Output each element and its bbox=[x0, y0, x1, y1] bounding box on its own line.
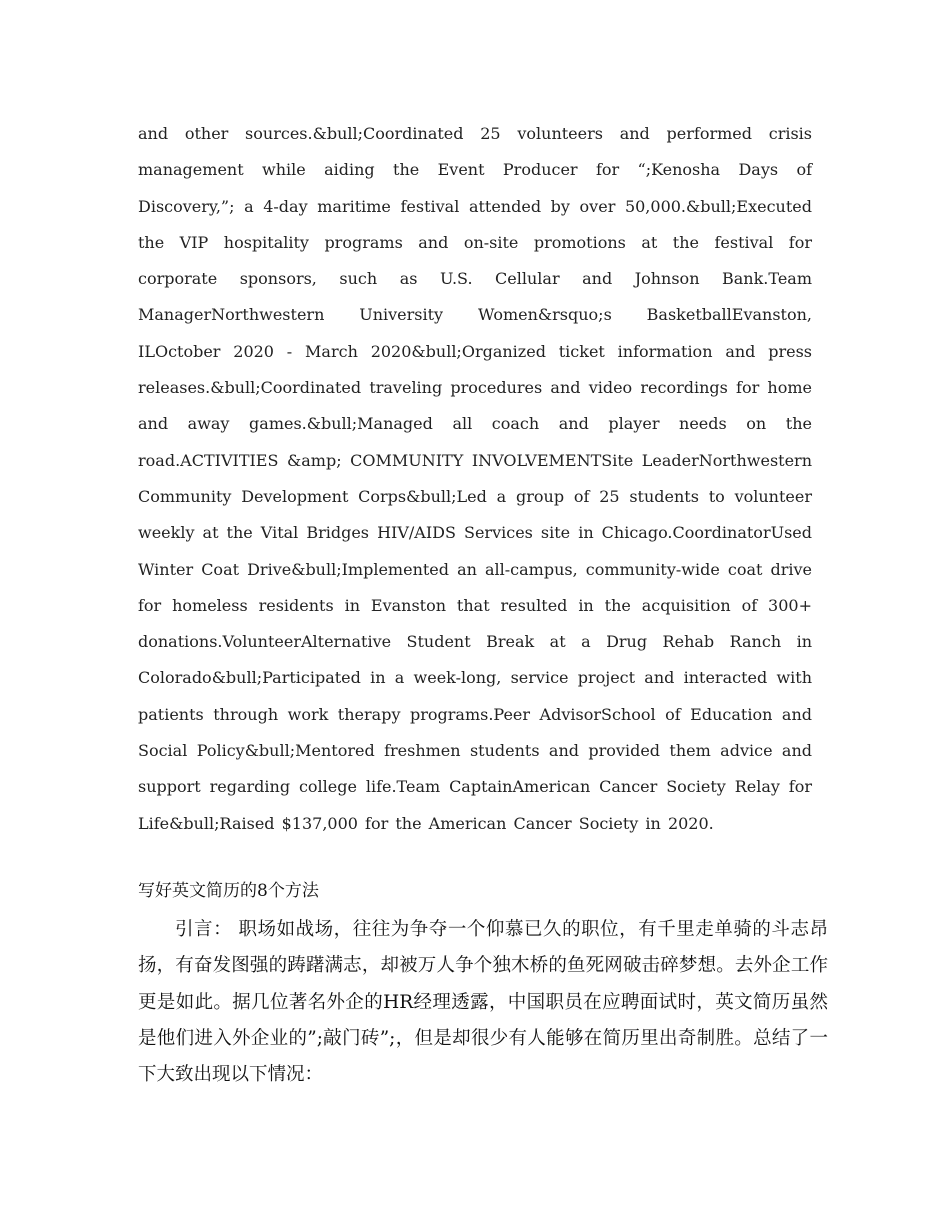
intro-paragraph: 引言： 职场如战场，往往为争夺一个仰慕已久的职位，有千里走单骑的斗志昂扬，有奋发图强的踌躇满志，却被万人争个独木桥的鱼死网破击碎梦想。去外企工作更是如此。据几位著名外企的HR经理透露，中国职员在应聘面试时，英文简历虽然是他们进入外企业的”;敲门砖”;，但是却很少有人能够在简历里出奇制胜。总结了一下大致出现以下情况： bbox=[138, 919, 828, 1086]
section-heading: 写好英文简历的8个方法 bbox=[138, 881, 319, 901]
resume-body-text: and other sources.&bull;Coordinated 25 volunteers and performed crisis management while aiding the Event Producer for “;Kenosha Days of Discovery,”; a 4-day maritime festival attended by over 50,000.&bull;Executed the VIP hospitality programs and on-site promotions at the festival for corporate sponsors, such as U.S. Cellular and Johnson Bank.Team ManagerNorthwestern University Women&rsquo;s BasketballEvanston, ILOctober 2020 - March 2020&bull;Organized ticket information and press releases.&bull;Coordinated traveling procedures and video recordings for home and away games.&bull;Managed all coach and player needs on the road.ACTIVITIES &amp; COMMUNITY INVOLVEMENTSite LeaderNorthwestern Community Development Corps&bull;Led a group of 25 students to volunteer weekly at the Vital Bridges HIV/AIDS Services site in Chicago.CoordinatorUsed Winter Coat Drive&bull;Implemented an all-campus, community-wide coat drive for homeless residents in Evanston that resulted in the acquisition of 300+ donations.VolunteerAlternative Student Break at a Drug Rehab Ranch in Colorado&bull;Participated in a week-long, service project and interacted with patients through work therapy programs.Peer AdvisorSchool of Education and Social Policy&bull;Mentored freshmen students and provided them advice and support regarding college life.Team CaptainAmerican Cancer Society Relay for Life&bull;Raised $137,000 for the American Cancer Society in 2020. bbox=[138, 124, 812, 833]
